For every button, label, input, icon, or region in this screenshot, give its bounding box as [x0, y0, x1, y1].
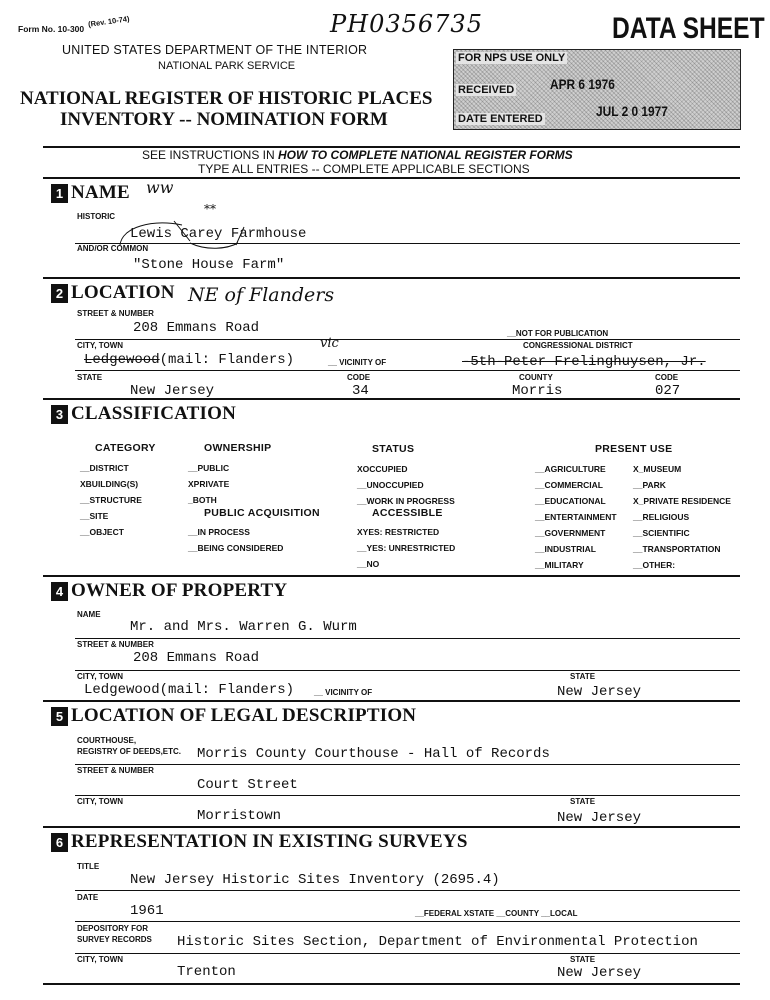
present-use-header: PRESENT USE [595, 443, 673, 455]
owner-name-value: Mr. and Mrs. Warren G. Wurm [130, 619, 357, 635]
legal-city-value: Morristown [197, 808, 282, 824]
common-name-value: "Stone House Farm" [133, 257, 285, 273]
handwritten-vicinity: vic [320, 336, 339, 351]
category-list [80, 460, 142, 540]
received-date-stamp: APR 6 1976 [550, 76, 615, 92]
section-3-heading [51, 403, 236, 425]
congressional-district-value: -5th-Peter Frelinghuysen, Jr. [462, 354, 706, 370]
category-header: CATEGORY [95, 442, 156, 454]
owner-vicinity-option: __ VICINITY OF [314, 688, 373, 697]
category-item: __OBJECT [80, 527, 124, 537]
department-name: UNITED STATES DEPARTMENT OF THE INTERIOR [62, 43, 368, 57]
ownership-item: XPRIVATE [188, 479, 230, 489]
present-use-item: __PARK [633, 480, 666, 490]
street-value: 208 Emmans Road [133, 320, 260, 336]
present-use-item: __GOVERNMENT [535, 528, 606, 538]
form-title-line2: INVENTORY -- NOMINATION FORM [60, 109, 388, 130]
ownership-item: __PUBLIC [188, 463, 230, 473]
state-code-label: CODE [347, 373, 371, 382]
handwritten-note: ww [146, 178, 174, 197]
city-label: CITY, TOWN [77, 341, 124, 350]
present-use-item: __SCIENTIFIC [633, 528, 690, 538]
nps-box-label: FOR NPS USE ONLY [458, 52, 566, 64]
legal-state-label: STATE [570, 797, 596, 806]
not-for-publication-option: __NOT FOR PUBLICATION [507, 329, 609, 338]
survey-title-label: TITLE [77, 862, 100, 871]
depository-label-line2: SURVEY RECORDS [77, 935, 152, 944]
nps-use-box [453, 49, 741, 130]
legal-street-value: Court Street [197, 777, 298, 793]
survey-date-value: 1961 [130, 903, 164, 919]
handwritten-stars: ** [204, 202, 216, 216]
owner-city-label: CITY, TOWN [77, 672, 124, 681]
historic-name-value: Lewis Carey Farmhouse [130, 226, 307, 242]
legal-street-label: STREET & NUMBER [77, 766, 154, 775]
survey-title-value: New Jersey Historic Sites Inventory (2695.4) [130, 872, 500, 888]
present-use-item: __COMMERCIAL [535, 480, 604, 490]
common-name-label: AND/OR COMMON [77, 244, 149, 253]
street-label: STREET & NUMBER [77, 309, 154, 318]
section-number: 5 [51, 707, 68, 726]
county-value: Morris [512, 383, 563, 399]
legal-state-value: New Jersey [557, 810, 642, 826]
section-number: 3 [51, 405, 68, 424]
form-title-line1: NATIONAL REGISTER OF HISTORIC PLACES [20, 88, 433, 109]
county-code-label: CODE [655, 373, 679, 382]
instructions-line2: TYPE ALL ENTRIES -- COMPLETE APPLICABLE SECTIONS [198, 162, 530, 176]
section-2-heading [51, 282, 175, 304]
date-entered-label: DATE ENTERED [458, 113, 543, 125]
present-use-col2 [633, 461, 731, 573]
section-6-heading [51, 831, 468, 853]
county-code-value: 027 [655, 383, 681, 399]
courthouse-label-line1: COURTHOUSE, [77, 736, 137, 745]
acquisition-list [188, 524, 283, 556]
section-number: 4 [51, 582, 68, 601]
accessible-item: XYES: RESTRICTED [357, 527, 440, 537]
present-use-item: __EDUCATIONAL [535, 496, 606, 506]
survey-level-options: __FEDERAL XSTATE __COUNTY __LOCAL [415, 909, 578, 918]
vicinity-option: __ VICINITY OF [328, 358, 387, 367]
present-use-col1 [535, 461, 617, 573]
status-item: __WORK IN PROGRESS [357, 496, 455, 506]
present-use-item: __ENTERTAINMENT [535, 512, 617, 522]
survey-city-value: Trenton [177, 964, 236, 980]
accessible-header: ACCESSIBLE [372, 507, 443, 519]
accessible-list [357, 524, 455, 572]
data-sheet-title: DATA SHEET [612, 12, 765, 45]
section-title: LOCATION OF LEGAL DESCRIPTION [71, 705, 417, 726]
section-5-heading [51, 705, 416, 727]
form-revision: (Rev. 10-74) [87, 14, 130, 29]
survey-city-label: CITY, TOWN [77, 955, 124, 964]
congressional-district-label: CONGRESSIONAL DISTRICT [523, 341, 633, 350]
handwritten-id: PH0356735 [330, 10, 483, 38]
category-item: XBUILDING(S) [80, 479, 139, 489]
accessible-item: __YES: UNRESTRICTED [357, 543, 456, 553]
county-label: COUNTY [519, 373, 553, 382]
entered-date-stamp: JUL 2 0 1977 [596, 103, 668, 119]
city-struck-text: Ledgewood [84, 352, 160, 368]
service-name: NATIONAL PARK SERVICE [158, 60, 296, 72]
survey-state-label: STATE [570, 955, 596, 964]
present-use-item: __AGRICULTURE [535, 464, 606, 474]
present-use-item: __OTHER: [633, 560, 676, 570]
owner-state-label: STATE [570, 672, 596, 681]
status-list [357, 461, 455, 509]
state-value: New Jersey [130, 383, 215, 399]
owner-city-value: Ledgewood(mail: Flanders) [84, 682, 295, 698]
public-acquisition-header: PUBLIC ACQUISITION [204, 507, 320, 519]
state-code-value: 34 [352, 383, 369, 399]
legal-city-label: CITY, TOWN [77, 797, 124, 806]
city-value [84, 352, 294, 368]
city-mail-text: (mail: Flanders) [159, 352, 295, 368]
category-item: __SITE [80, 511, 109, 521]
form-number: Form No. 10-300 [18, 24, 85, 34]
acquisition-item: __BEING CONSIDERED [188, 543, 284, 553]
status-item: XOCCUPIED [357, 464, 408, 474]
courthouse-value: Morris County Courthouse - Hall of Records [197, 746, 550, 762]
historic-label: HISTORIC [77, 212, 116, 221]
category-item: __STRUCTURE [80, 495, 142, 505]
survey-state-value: New Jersey [557, 965, 642, 981]
category-item: __DISTRICT [80, 463, 129, 473]
status-item: __UNOCCUPIED [357, 480, 424, 490]
instructions-line1: SEE INSTRUCTIONS IN HOW TO COMPLETE NATIONAL REGISTER FORMS [142, 148, 573, 162]
acquisition-item: __IN PROCESS [188, 527, 250, 537]
ownership-list [188, 460, 229, 508]
ownership-item: _BOTH [188, 495, 217, 505]
section-number: 6 [51, 833, 68, 852]
received-label: RECEIVED [458, 84, 515, 96]
ownership-header: OWNERSHIP [204, 442, 272, 454]
section-title: NAME [71, 182, 130, 203]
depository-label-line1: DEPOSITORY FOR [77, 924, 148, 933]
section-title: REPRESENTATION IN EXISTING SURVEYS [71, 831, 468, 852]
present-use-item: X_MUSEUM [633, 464, 682, 474]
present-use-item: __RELIGIOUS [633, 512, 690, 522]
state-label: STATE [77, 373, 103, 382]
depository-value: Historic Sites Section, Department of Environmental Protection [177, 934, 698, 950]
section-4-heading [51, 580, 287, 602]
courthouse-label-line2: REGISTRY OF DEEDS,ETC. [77, 747, 182, 756]
accessible-item: __NO [357, 559, 380, 569]
status-header: STATUS [372, 443, 415, 455]
survey-date-label: DATE [77, 893, 99, 902]
owner-name-label: NAME [77, 610, 101, 619]
section-title: OWNER OF PROPERTY [71, 580, 288, 601]
section-number: 2 [51, 284, 68, 303]
section-1-heading [51, 182, 130, 204]
section-number: 1 [51, 184, 68, 203]
present-use-item: __TRANSPORTATION [633, 544, 721, 554]
present-use-item: __INDUSTRIAL [535, 544, 596, 554]
section-title: LOCATION [71, 282, 175, 303]
owner-street-label: STREET & NUMBER [77, 640, 154, 649]
present-use-item: X_PRIVATE RESIDENCE [633, 496, 731, 506]
section-title: CLASSIFICATION [71, 403, 237, 424]
owner-street-value: 208 Emmans Road [133, 650, 260, 666]
handwritten-location-note: NE of Flanders [188, 284, 335, 306]
owner-state-value: New Jersey [557, 684, 642, 700]
present-use-item: __MILITARY [535, 560, 584, 570]
